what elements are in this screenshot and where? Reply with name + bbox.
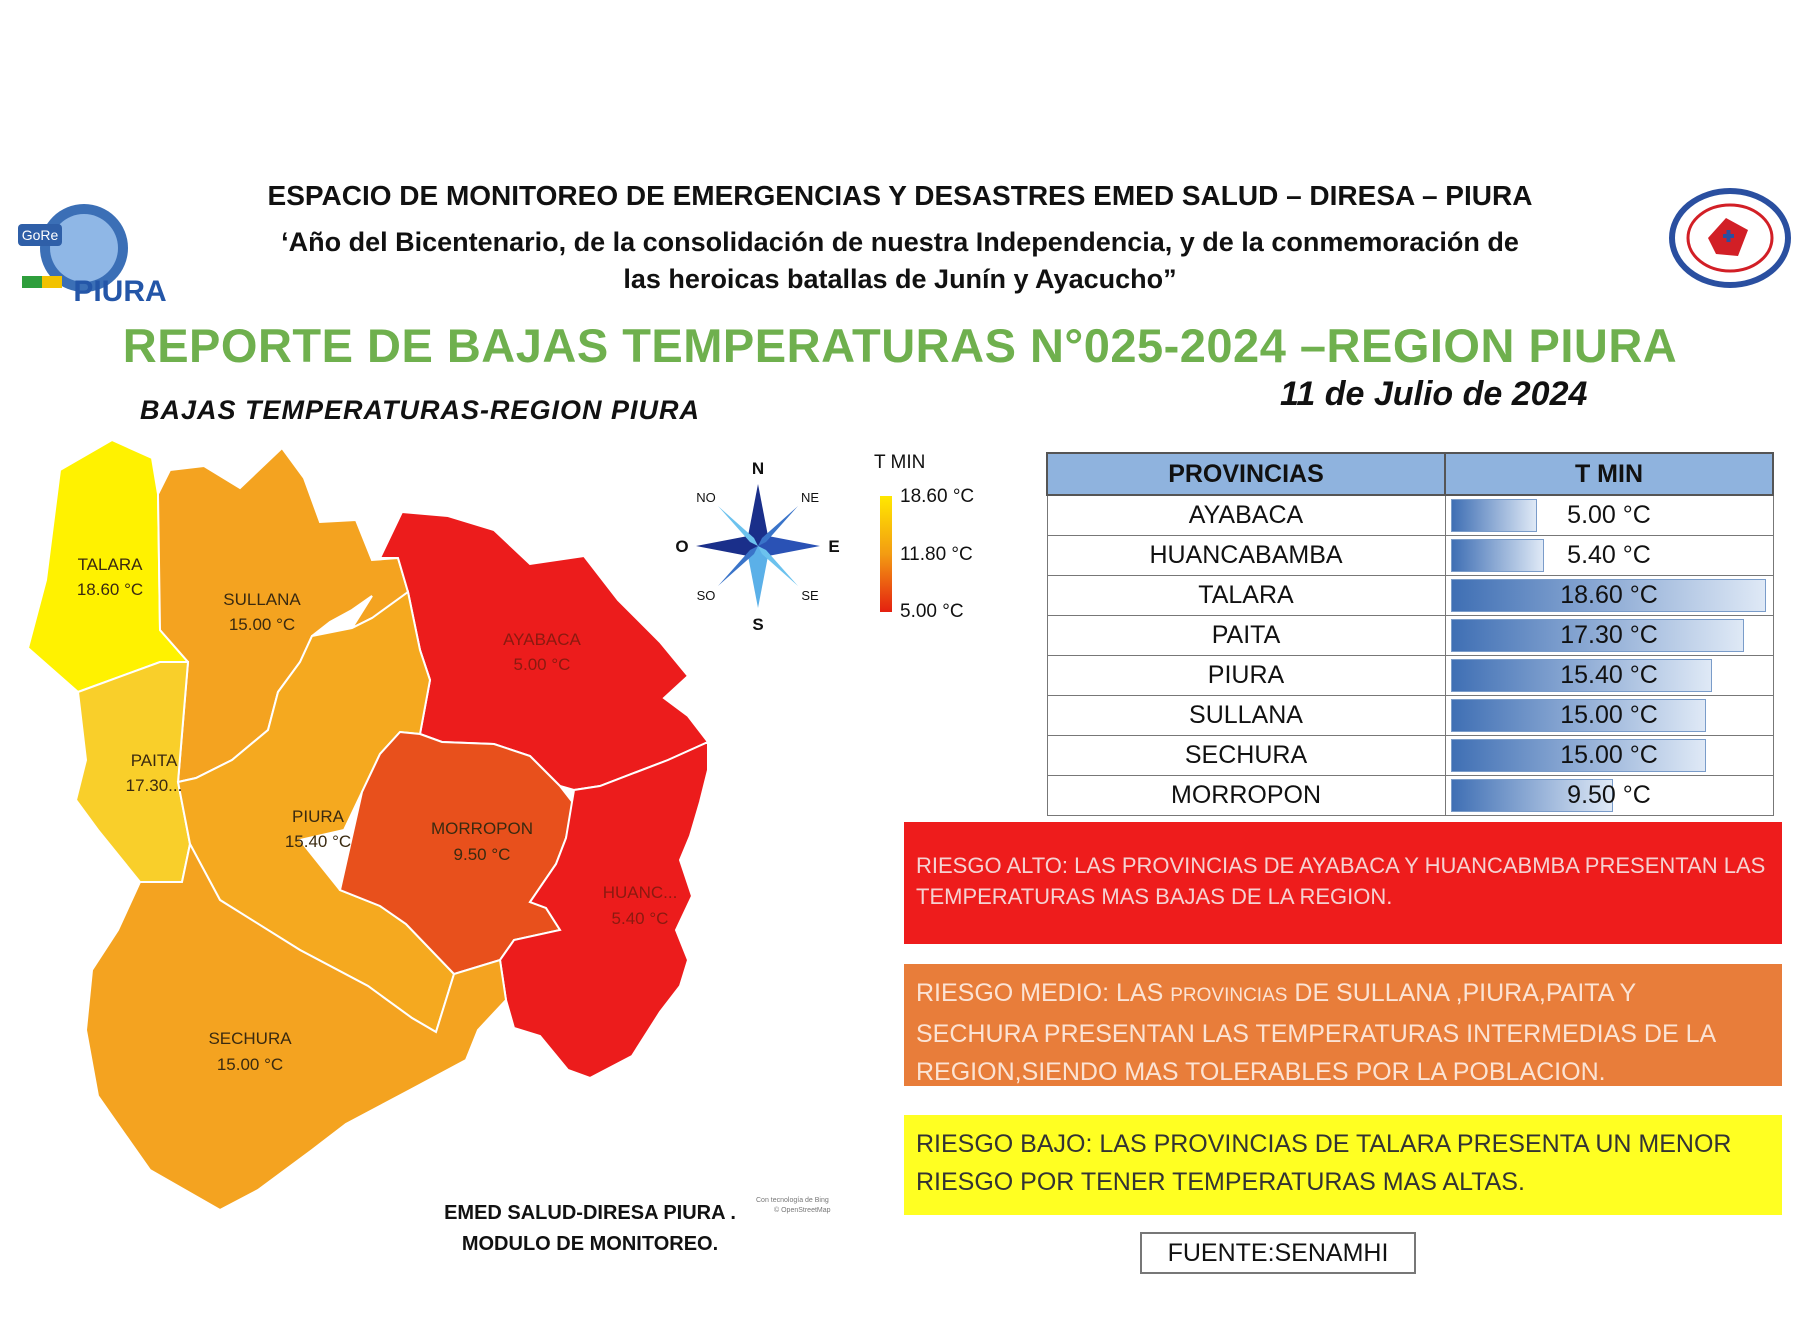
risk-medium-box [904,964,1782,1086]
label-ayabaca-name: AYABACA [503,630,581,649]
risk-low-box [904,1115,1782,1215]
temperature-table [1046,452,1774,816]
label-piura-value: 15.40 °C [284,832,352,851]
province-name-cell: PIURA [1047,656,1445,696]
svg-text:SE: SE [801,588,819,603]
compass-rose-icon [668,456,848,636]
table-row [1047,736,1773,776]
label-talara-name: TALARA [77,555,143,574]
risk-medium-line3: REGION,SIENDO MAS TOLERABLES POR LA POBLACION. [916,1058,1606,1086]
province-name-cell: SULLANA [1047,696,1445,736]
piura-region-map [0,430,780,1230]
svg-text:PIURA: PIURA [73,275,167,308]
tmin-data-bar [1451,539,1544,572]
map-footer-line1: EMED SALUD-DIRESA PIURA . [444,1202,736,1224]
label-talara-value: 18.60 °C [76,580,144,599]
risk-high-line2: TEMPERATURAS MAS BAJAS DE LA REGION. [916,884,1393,909]
province-paita [76,662,190,882]
label-paita-value: 17.30... [125,776,183,795]
col-header-tmin: T MIN [1445,453,1773,495]
svg-text:SO: SO [696,588,716,603]
label-sullana-name: SULLANA [223,590,301,609]
label-huancabamba-value: 5.40 °C [611,909,669,928]
label-morropon-value: 9.50 °C [453,845,511,864]
province-name-cell: PAITA [1047,616,1445,656]
label-paita-name: PAITA [130,751,178,770]
tmin-cell [1445,696,1773,736]
risk-high-line1: RIESGO ALTO: LAS PROVINCIAS DE AYABACA Y HUANCABMBA PRESENTAN LAS [916,853,1766,878]
table-row [1047,696,1773,736]
risk-medium-line1: RIESGO MEDIO: LAS PROVINCIAS DE SULLANA ,PIURA,PAITA Y [916,979,1637,1007]
risk-low-line1: RIESGO BAJO: LAS PROVINCIAS DE TALARA PRESENTA UN MENOR [916,1130,1732,1158]
province-name-cell: MORROPON [1047,776,1445,816]
table-row [1047,495,1773,536]
header-motto-line2: las heroicas batallas de Junín y Ayacucho” [623,264,1177,294]
tmin-value: 17.30 °C [1560,621,1658,649]
tmin-value: 5.40 °C [1567,541,1651,569]
tmin-value: 15.40 °C [1560,661,1658,689]
risk-medium-line2: SECHURA PRESENTAN LAS TEMPERATURAS INTERMEDIAS DE LA [916,1020,1717,1048]
map-footer-line2: MODULO DE MONITOREO. [461,1233,719,1255]
svg-text:S: S [752,615,764,634]
risk-low-line2: RIESGO POR TENER TEMPERATURAS MAS ALTAS. [916,1168,1525,1196]
label-huancabamba-name: HUANC... [602,883,678,902]
province-name-cell: AYABACA [1047,495,1445,536]
risk-high-box [904,822,1782,944]
legend-max: 18.60 °C [900,486,975,507]
legend-title: T MIN [874,452,926,473]
table-row [1047,776,1773,816]
label-sechura-value: 15.00 °C [216,1055,284,1074]
legend-mid: 11.80 °C [900,544,973,565]
header-year-motto [140,224,1660,298]
map-title: BAJAS TEMPERATURAS-REGION PIURA [140,395,701,425]
map-attribution [756,1196,831,1216]
tmin-cell [1445,616,1773,656]
tmin-data-bar [1451,499,1537,532]
tmin-cell [1445,536,1773,576]
svg-text:E: E [828,537,840,556]
legend-color-scale [880,496,892,612]
province-name-cell: TALARA [1047,576,1445,616]
map-footer [400,1198,780,1260]
table-row [1047,616,1773,656]
tmin-value: 18.60 °C [1560,581,1658,609]
svg-text:NE: NE [800,490,820,505]
legend-min: 5.00 °C [900,601,964,622]
map-attribution-line2: © OpenStreetMap [774,1207,831,1214]
label-sechura-name: SECHURA [208,1029,292,1048]
table-row [1047,536,1773,576]
header-motto-line1: ‘Año del Bicentenario, de la consolidación de nuestra Independencia, y de la conmemoración de [281,227,1519,257]
svg-text:GoRe: GoRe [21,227,59,243]
table-row [1047,576,1773,616]
svg-text:O: O [675,537,689,556]
table-row [1047,656,1773,696]
tmin-cell [1445,776,1773,816]
tmin-cell [1445,495,1773,536]
svg-text:NO: NO [696,490,716,505]
source-label: FUENTE:SENAMHI [1140,1232,1416,1274]
province-name-cell: HUANCABAMBA [1047,536,1445,576]
map-attribution-line1: Con tecnología de Bing [756,1197,829,1204]
tmin-cell [1445,736,1773,776]
province-name-cell: SECHURA [1047,736,1445,776]
header-institution: ESPACIO DE MONITOREO DE EMERGENCIAS Y DESASTRES EMED SALUD – DIRESA – PIURA [267,180,1533,211]
col-header-provincias: PROVINCIAS [1047,453,1445,495]
tmin-value: 15.00 °C [1560,701,1658,729]
label-piura-name: PIURA [292,807,344,826]
label-morropon-name: MORROPON [431,819,533,838]
tmin-cell [1445,656,1773,696]
tmin-cell [1445,576,1773,616]
tmin-value: 5.00 °C [1567,501,1651,529]
svg-text:N: N [751,459,765,478]
tmin-value: 15.00 °C [1560,741,1658,769]
report-date: 11 de Julio de 2024 [1280,375,1588,413]
label-ayabaca-value: 5.00 °C [513,655,571,674]
label-sullana-value: 15.00 °C [228,615,296,634]
tmin-value: 9.50 °C [1567,781,1651,809]
report-title: REPORTE DE BAJAS TEMPERATURAS N°025-2024 –REGION PIURA [122,319,1678,372]
